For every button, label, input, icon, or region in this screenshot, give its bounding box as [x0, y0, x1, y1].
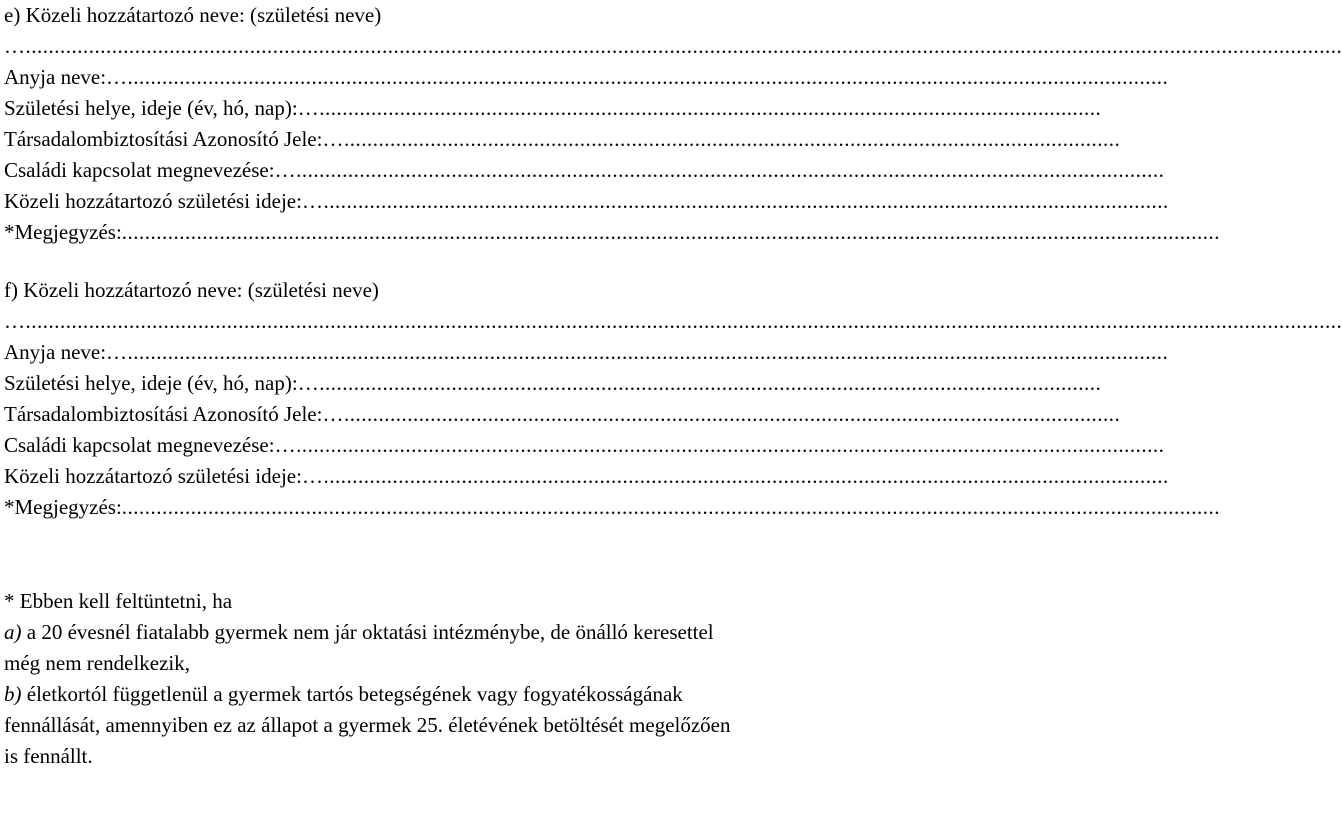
section-f-remark-field[interactable]: [4, 492, 1221, 523]
section-f-relative-birth-date-field[interactable]: [4, 461, 1169, 492]
fill-in-dots[interactable]: ...............................................................................................................................................................................................: [121, 495, 1221, 519]
fill-in-dots[interactable]: …........................................................................................................................................: [297, 96, 1102, 120]
footnote-item-a-continued: még nem rendelkezik,: [4, 651, 191, 675]
fill-in-dots[interactable]: ….......................................................................................................................................: [322, 402, 1121, 426]
section-e-relationship-field[interactable]: [4, 155, 1165, 186]
footnote-item-b-continued: fennállását, amennyiben ez az állapot a gyermek 25. életévének betöltését megelőzően: [4, 713, 731, 737]
section-spacer: [4, 248, 956, 275]
field-label: Társadalombiztosítási Azonosító Jele:: [4, 402, 323, 426]
field-label: Családi kapcsolat megnevezése:: [4, 433, 275, 457]
section-f-heading: [4, 275, 956, 306]
section-e-heading-text: e) Közeli hozzátartozó neve: (születési neve): [4, 3, 382, 27]
fill-in-dots[interactable]: …...................................................................................................................................................: [301, 464, 1169, 488]
field-label: Anyja neve:: [4, 65, 107, 89]
fill-in-dots[interactable]: …...................................................................................................................................................: [301, 189, 1169, 213]
section-e-relative-birth-date-field[interactable]: [4, 186, 1169, 217]
field-label: Közeli hozzátartozó születési ideje:: [4, 189, 302, 213]
fill-in-dots[interactable]: ….......................................................................................................................................................: [274, 158, 1165, 182]
section-f-heading-text: f) Közeli hozzátartozó neve: (születési neve): [4, 278, 379, 302]
fill-in-dots[interactable]: ….......................................................................................................................................: [322, 127, 1121, 151]
fill-in-dots[interactable]: ….....................................................................................................................................................................................................................................: [4, 34, 1342, 58]
footnote-item-a: [4, 617, 956, 648]
section-f-mother-name-field[interactable]: [4, 337, 1169, 368]
section-e-remark-field[interactable]: [4, 217, 1221, 248]
footnote-item-a-marker: a): [4, 620, 22, 644]
footnote-item-a-text: a 20 évesnél fiatalabb gyermek nem jár oktatási intézménybe, de önálló keresettel: [21, 620, 714, 644]
section-f-relationship-field[interactable]: [4, 430, 1165, 461]
footnote-item-b-end: is fennállt.: [4, 744, 93, 768]
field-label: *Megjegyzés:: [4, 495, 122, 519]
section-e-birth-place-date-field[interactable]: [4, 93, 1102, 124]
footnote-item-b-text: életkortól függetlenül a gyermek tartós betegségének vagy fogyatékosságának: [21, 682, 683, 706]
section-e-taj-field[interactable]: [4, 124, 1121, 155]
section-f-taj-field[interactable]: [4, 399, 1121, 430]
field-label: Anyja neve:: [4, 340, 107, 364]
fill-in-dots[interactable]: ...............................................................................................................................................................................................: [121, 220, 1221, 244]
fill-in-dots[interactable]: ….....................................................................................................................................................................................................................................: [4, 309, 1342, 333]
section-f-birth-place-date-field[interactable]: [4, 368, 1102, 399]
section-e-mother-name-field[interactable]: [4, 62, 1169, 93]
field-label: Születési helye, ideje (év, hó, nap):: [4, 96, 298, 120]
field-label: Születési helye, ideje (év, hó, nap):: [4, 371, 298, 395]
footnote-item-b: [4, 679, 956, 710]
footnote-intro: * Ebben kell feltüntetni, ha: [4, 589, 233, 613]
form-page: [4, 0, 1342, 772]
footnote-item-b-marker: b): [4, 682, 22, 706]
fill-in-dots[interactable]: ….....................................................................................................................................................................................: [106, 65, 1169, 89]
field-label: Közeli hozzátartozó születési ideje:: [4, 464, 302, 488]
field-label: *Megjegyzés:: [4, 220, 122, 244]
field-label: Társadalombiztosítási Azonosító Jele:: [4, 127, 323, 151]
fill-in-dots[interactable]: ….......................................................................................................................................................: [274, 433, 1165, 457]
fill-in-dots[interactable]: …........................................................................................................................................: [297, 371, 1102, 395]
section-e-name-field[interactable]: [4, 31, 1342, 62]
section-e-heading: [4, 0, 956, 31]
section-f-name-field[interactable]: [4, 306, 1342, 337]
field-label: Családi kapcsolat megnevezése:: [4, 158, 275, 182]
fill-in-dots[interactable]: ….....................................................................................................................................................................................: [106, 340, 1169, 364]
section-spacer: [4, 523, 956, 586]
